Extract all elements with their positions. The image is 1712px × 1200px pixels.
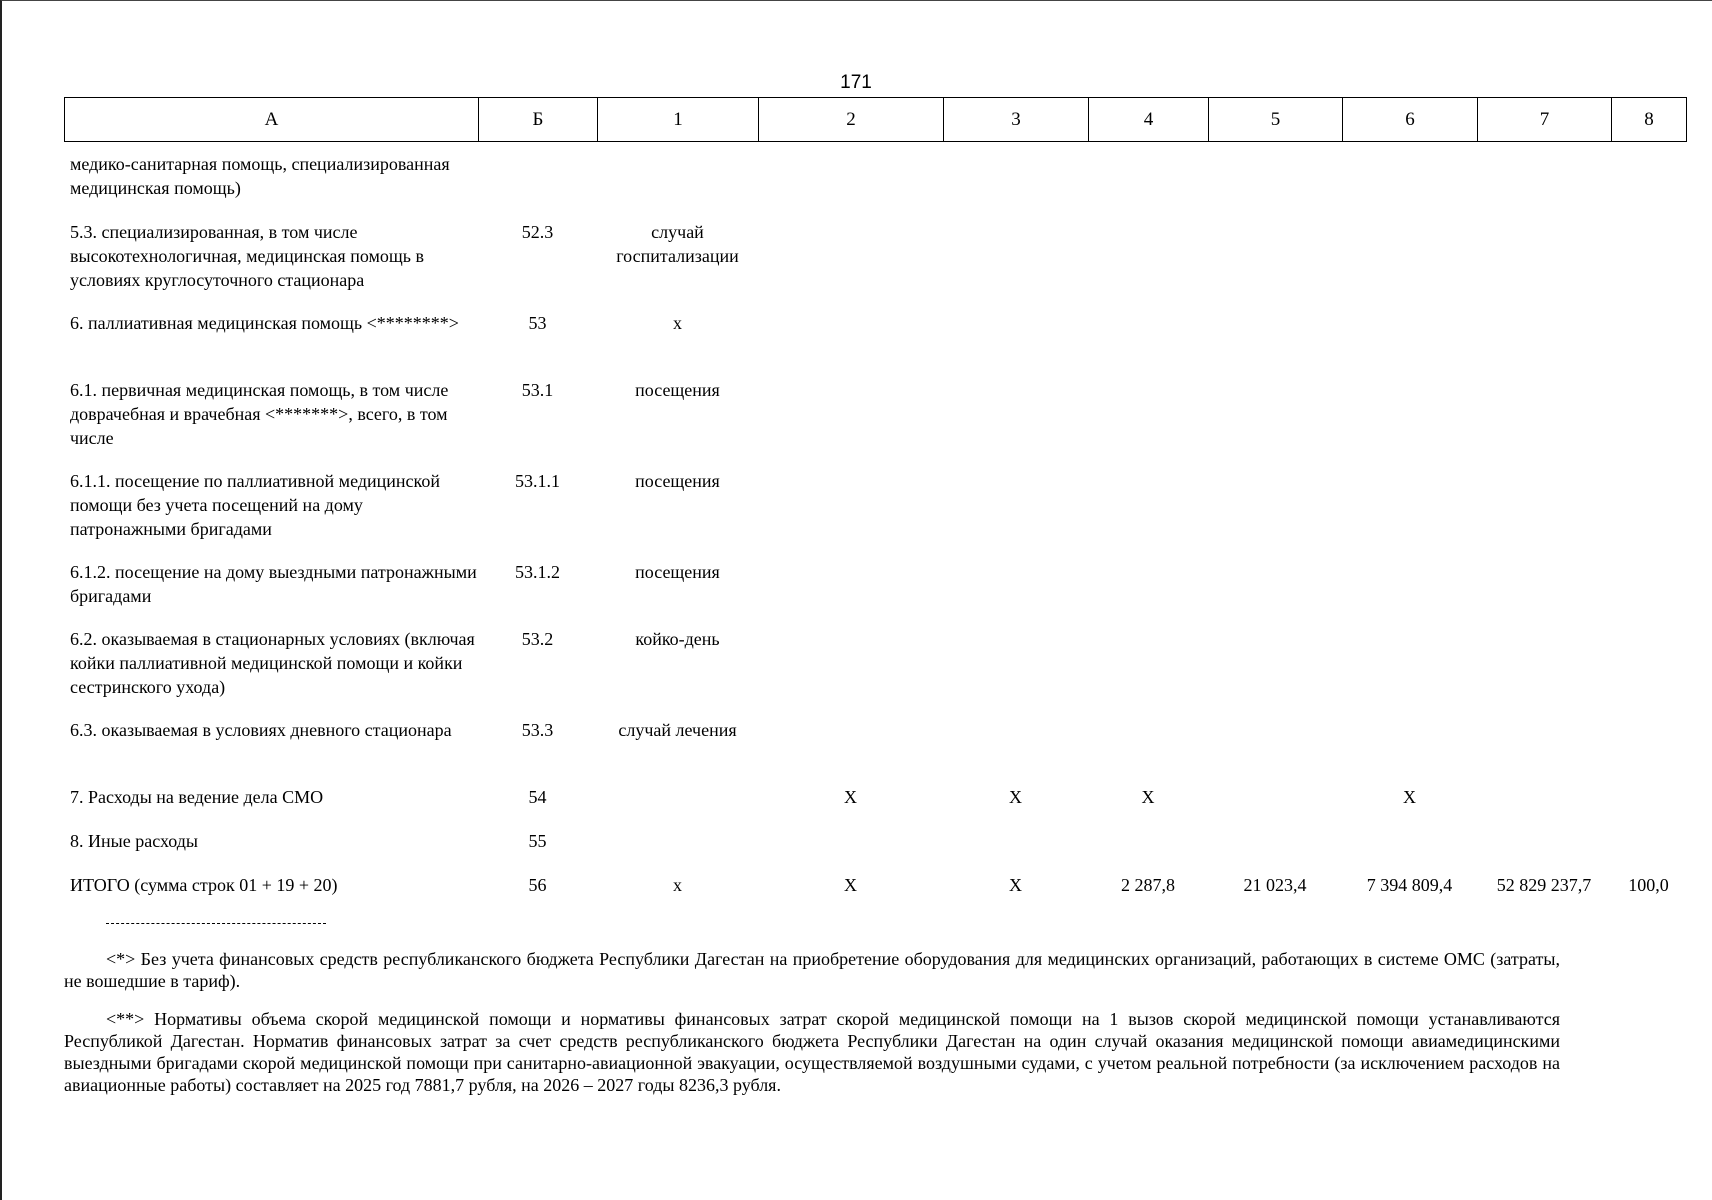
cell-col-2 — [758, 220, 943, 311]
cell-col-6 — [1342, 311, 1477, 378]
cell-col-7 — [1477, 469, 1611, 560]
table-row — [64, 829, 1686, 873]
cell-col-6 — [1342, 378, 1477, 469]
cell-col-7 — [1477, 560, 1611, 627]
row-unit: случай госпитализации — [616, 222, 739, 266]
cell-col-7: 52 829 237,7 — [1496, 875, 1592, 895]
cell-col-3 — [943, 560, 1088, 627]
row-code: 53 — [528, 313, 547, 333]
cell-col-4 — [1088, 627, 1208, 718]
row-code — [478, 152, 597, 220]
cell-col-8 — [1611, 627, 1686, 718]
cell-col-8 — [1611, 378, 1686, 469]
cell-col-2 — [758, 718, 943, 785]
row-code: 53.1.1 — [515, 471, 560, 491]
cell-col-6: Х — [1403, 787, 1416, 807]
column-header-8: 8 — [1612, 98, 1687, 142]
row-label: 6.1.1. посещение по паллиативной медицинской помощи без учета посещений на дому патронажными бригадами — [70, 471, 440, 539]
table-row — [64, 469, 1686, 560]
cell-col-8 — [1611, 152, 1686, 220]
table-row — [64, 220, 1686, 311]
cell-col-7 — [1477, 378, 1611, 469]
cell-col-2 — [758, 469, 943, 560]
row-unit: койко-день — [635, 629, 720, 649]
cell-col-4 — [1088, 152, 1208, 220]
row-unit: х — [673, 875, 682, 895]
cell-col-4 — [1088, 829, 1208, 873]
cell-col-2: Х — [844, 787, 857, 807]
cell-col-4 — [1088, 718, 1208, 785]
cell-col-5 — [1208, 785, 1342, 829]
cell-col-5 — [1208, 220, 1342, 311]
cell-col-3 — [943, 829, 1088, 873]
column-header-4: 4 — [1089, 98, 1209, 142]
table-header — [64, 97, 1687, 142]
cell-col-7 — [1477, 718, 1611, 785]
cell-col-7 — [1477, 220, 1611, 311]
cell-col-7 — [1477, 829, 1611, 873]
cell-col-2 — [758, 378, 943, 469]
cell-col-6 — [1342, 627, 1477, 718]
cell-col-2 — [758, 627, 943, 718]
cell-col-4 — [1088, 560, 1208, 627]
cell-col-8 — [1611, 785, 1686, 829]
cell-col-3 — [943, 152, 1088, 220]
cell-col-4 — [1088, 469, 1208, 560]
row-label: медико-санитарная помощь, специализированная медицинская помощь) — [70, 154, 450, 198]
cell-col-3 — [943, 378, 1088, 469]
row-label: 5.3. специализированная, в том числе высокотехнологичная, медицинская помощь в условиях круглосуточного стационара — [70, 222, 424, 290]
row-code: 53.1 — [521, 380, 554, 400]
row-label: 6. паллиативная медицинская помощь <********> — [70, 313, 459, 333]
cell-col-8 — [1611, 469, 1686, 560]
column-header-5: 5 — [1209, 98, 1343, 142]
row-unit: посещения — [635, 562, 720, 582]
table-row — [64, 378, 1686, 469]
row-unit: посещения — [635, 380, 720, 400]
cell-col-3 — [943, 718, 1088, 785]
footnote-2: <**> Нормативы объема скорой медицинской помощи и нормативы финансовых затрат скорой медицинской помощи на 1 вызов скорой медицинской помощи устанавливаются Республикой Дагестан. Норматив финансовых затрат за счет средств республиканского бюджета Республики Дагестан на один случай оказания медицинской помощи авиамедицинскими выездными бригадами скорой медицинской помощи при санитарно-авиационной эвакуации, осуществляемой воздушными судами, с учетом реальной потребности (за исключением расходов на авиационные работы) составляет на 2025 год 7881,7 рубля, на 2026 – 2027 годы 8236,3 рубля. — [64, 1009, 1560, 1095]
row-label: 7. Расходы на ведение дела СМО — [70, 787, 324, 807]
cell-col-8 — [1611, 829, 1686, 873]
cell-col-5 — [1208, 152, 1342, 220]
cell-col-7 — [1477, 785, 1611, 829]
cell-col-8 — [1611, 560, 1686, 627]
cell-col-4 — [1088, 378, 1208, 469]
cell-col-2 — [758, 829, 943, 873]
row-code: 55 — [528, 831, 547, 851]
table-body — [64, 152, 1686, 917]
table-row-total — [64, 873, 1686, 917]
cell-col-6: 7 394 809,4 — [1366, 875, 1453, 895]
cell-col-6 — [1342, 829, 1477, 873]
row-unit — [597, 829, 758, 873]
cell-col-7 — [1477, 311, 1611, 378]
row-code: 54 — [528, 787, 547, 807]
cell-col-2 — [758, 311, 943, 378]
footnote-1: <*> Без учета финансовых средств республиканского бюджета Республики Дагестан на приобретение оборудования для медицинских организаций, работающих в системе ОМС (затраты, не вошедшие в тариф). — [64, 949, 1560, 991]
table-row — [64, 785, 1686, 829]
column-header-7: 7 — [1478, 98, 1612, 142]
cell-col-4 — [1088, 220, 1208, 311]
cell-col-6 — [1342, 560, 1477, 627]
cell-col-5: 21 023,4 — [1243, 875, 1307, 895]
cell-col-5 — [1208, 718, 1342, 785]
cell-col-6 — [1342, 152, 1477, 220]
row-code: 53.3 — [521, 720, 554, 740]
row-unit: случай лечения — [618, 720, 737, 740]
footnote-separator — [106, 923, 326, 924]
cell-col-3 — [943, 469, 1088, 560]
cell-col-5 — [1208, 378, 1342, 469]
cell-col-8: 100,0 — [1628, 875, 1669, 895]
cell-col-5 — [1208, 829, 1342, 873]
row-unit: посещения — [635, 471, 720, 491]
cell-col-2 — [758, 560, 943, 627]
cell-col-6 — [1342, 718, 1477, 785]
footnotes — [64, 948, 1560, 1112]
cell-col-4: Х — [1141, 787, 1155, 807]
row-label: ИТОГО (сумма строк 01 + 19 + 20) — [70, 875, 338, 895]
row-label: 6.1. первичная медицинская помощь, в том числе доврачебная и врачебная <*******>, всего, в том числе — [70, 380, 449, 448]
column-header-a: А — [65, 98, 479, 142]
cell-col-5 — [1208, 627, 1342, 718]
row-label: 6.3. оказываемая в условиях дневного стационара — [70, 720, 452, 740]
cell-col-3 — [943, 311, 1088, 378]
cell-col-8 — [1611, 311, 1686, 378]
table-row — [64, 152, 1686, 220]
cell-col-3: Х — [1009, 875, 1022, 895]
column-header-1: 1 — [598, 98, 759, 142]
row-label: 6.1.2. посещение на дому выездными патронажными бригадами — [70, 562, 477, 606]
cell-col-5 — [1208, 469, 1342, 560]
cell-col-7 — [1477, 152, 1611, 220]
page-number: 171 — [840, 72, 872, 93]
row-code: 53.2 — [521, 629, 554, 649]
cell-col-2 — [758, 152, 943, 220]
cell-col-3 — [943, 220, 1088, 311]
row-label: 8. Иные расходы — [70, 831, 199, 851]
cell-col-4 — [1088, 311, 1208, 378]
column-header-6: 6 — [1343, 98, 1478, 142]
column-header-b: Б — [479, 98, 598, 142]
cell-col-6 — [1342, 469, 1477, 560]
row-code: 53.1.2 — [515, 562, 560, 582]
cell-col-8 — [1611, 220, 1686, 311]
row-label: 6.2. оказываемая в стационарных условиях (включая койки паллиативной медицинской помощи и койки сестринского ухода) — [70, 629, 475, 697]
cell-col-4: 2 287,8 — [1121, 875, 1175, 895]
table-row — [64, 560, 1686, 627]
cell-col-2: Х — [844, 875, 857, 895]
row-unit: х — [673, 313, 682, 333]
cell-col-3: Х — [1009, 787, 1022, 807]
cell-col-5 — [1208, 560, 1342, 627]
cell-col-8 — [1611, 718, 1686, 785]
row-unit — [597, 152, 758, 220]
column-header-3: 3 — [944, 98, 1089, 142]
cell-col-6 — [1342, 220, 1477, 311]
table-row — [64, 311, 1686, 378]
table-row — [64, 627, 1686, 718]
row-unit — [597, 785, 758, 829]
row-code: 56 — [528, 875, 547, 895]
cell-col-3 — [943, 627, 1088, 718]
row-code: 52.3 — [521, 222, 554, 242]
cell-col-5 — [1208, 311, 1342, 378]
column-header-2: 2 — [759, 98, 944, 142]
cell-col-7 — [1477, 627, 1611, 718]
table-row — [64, 718, 1686, 785]
